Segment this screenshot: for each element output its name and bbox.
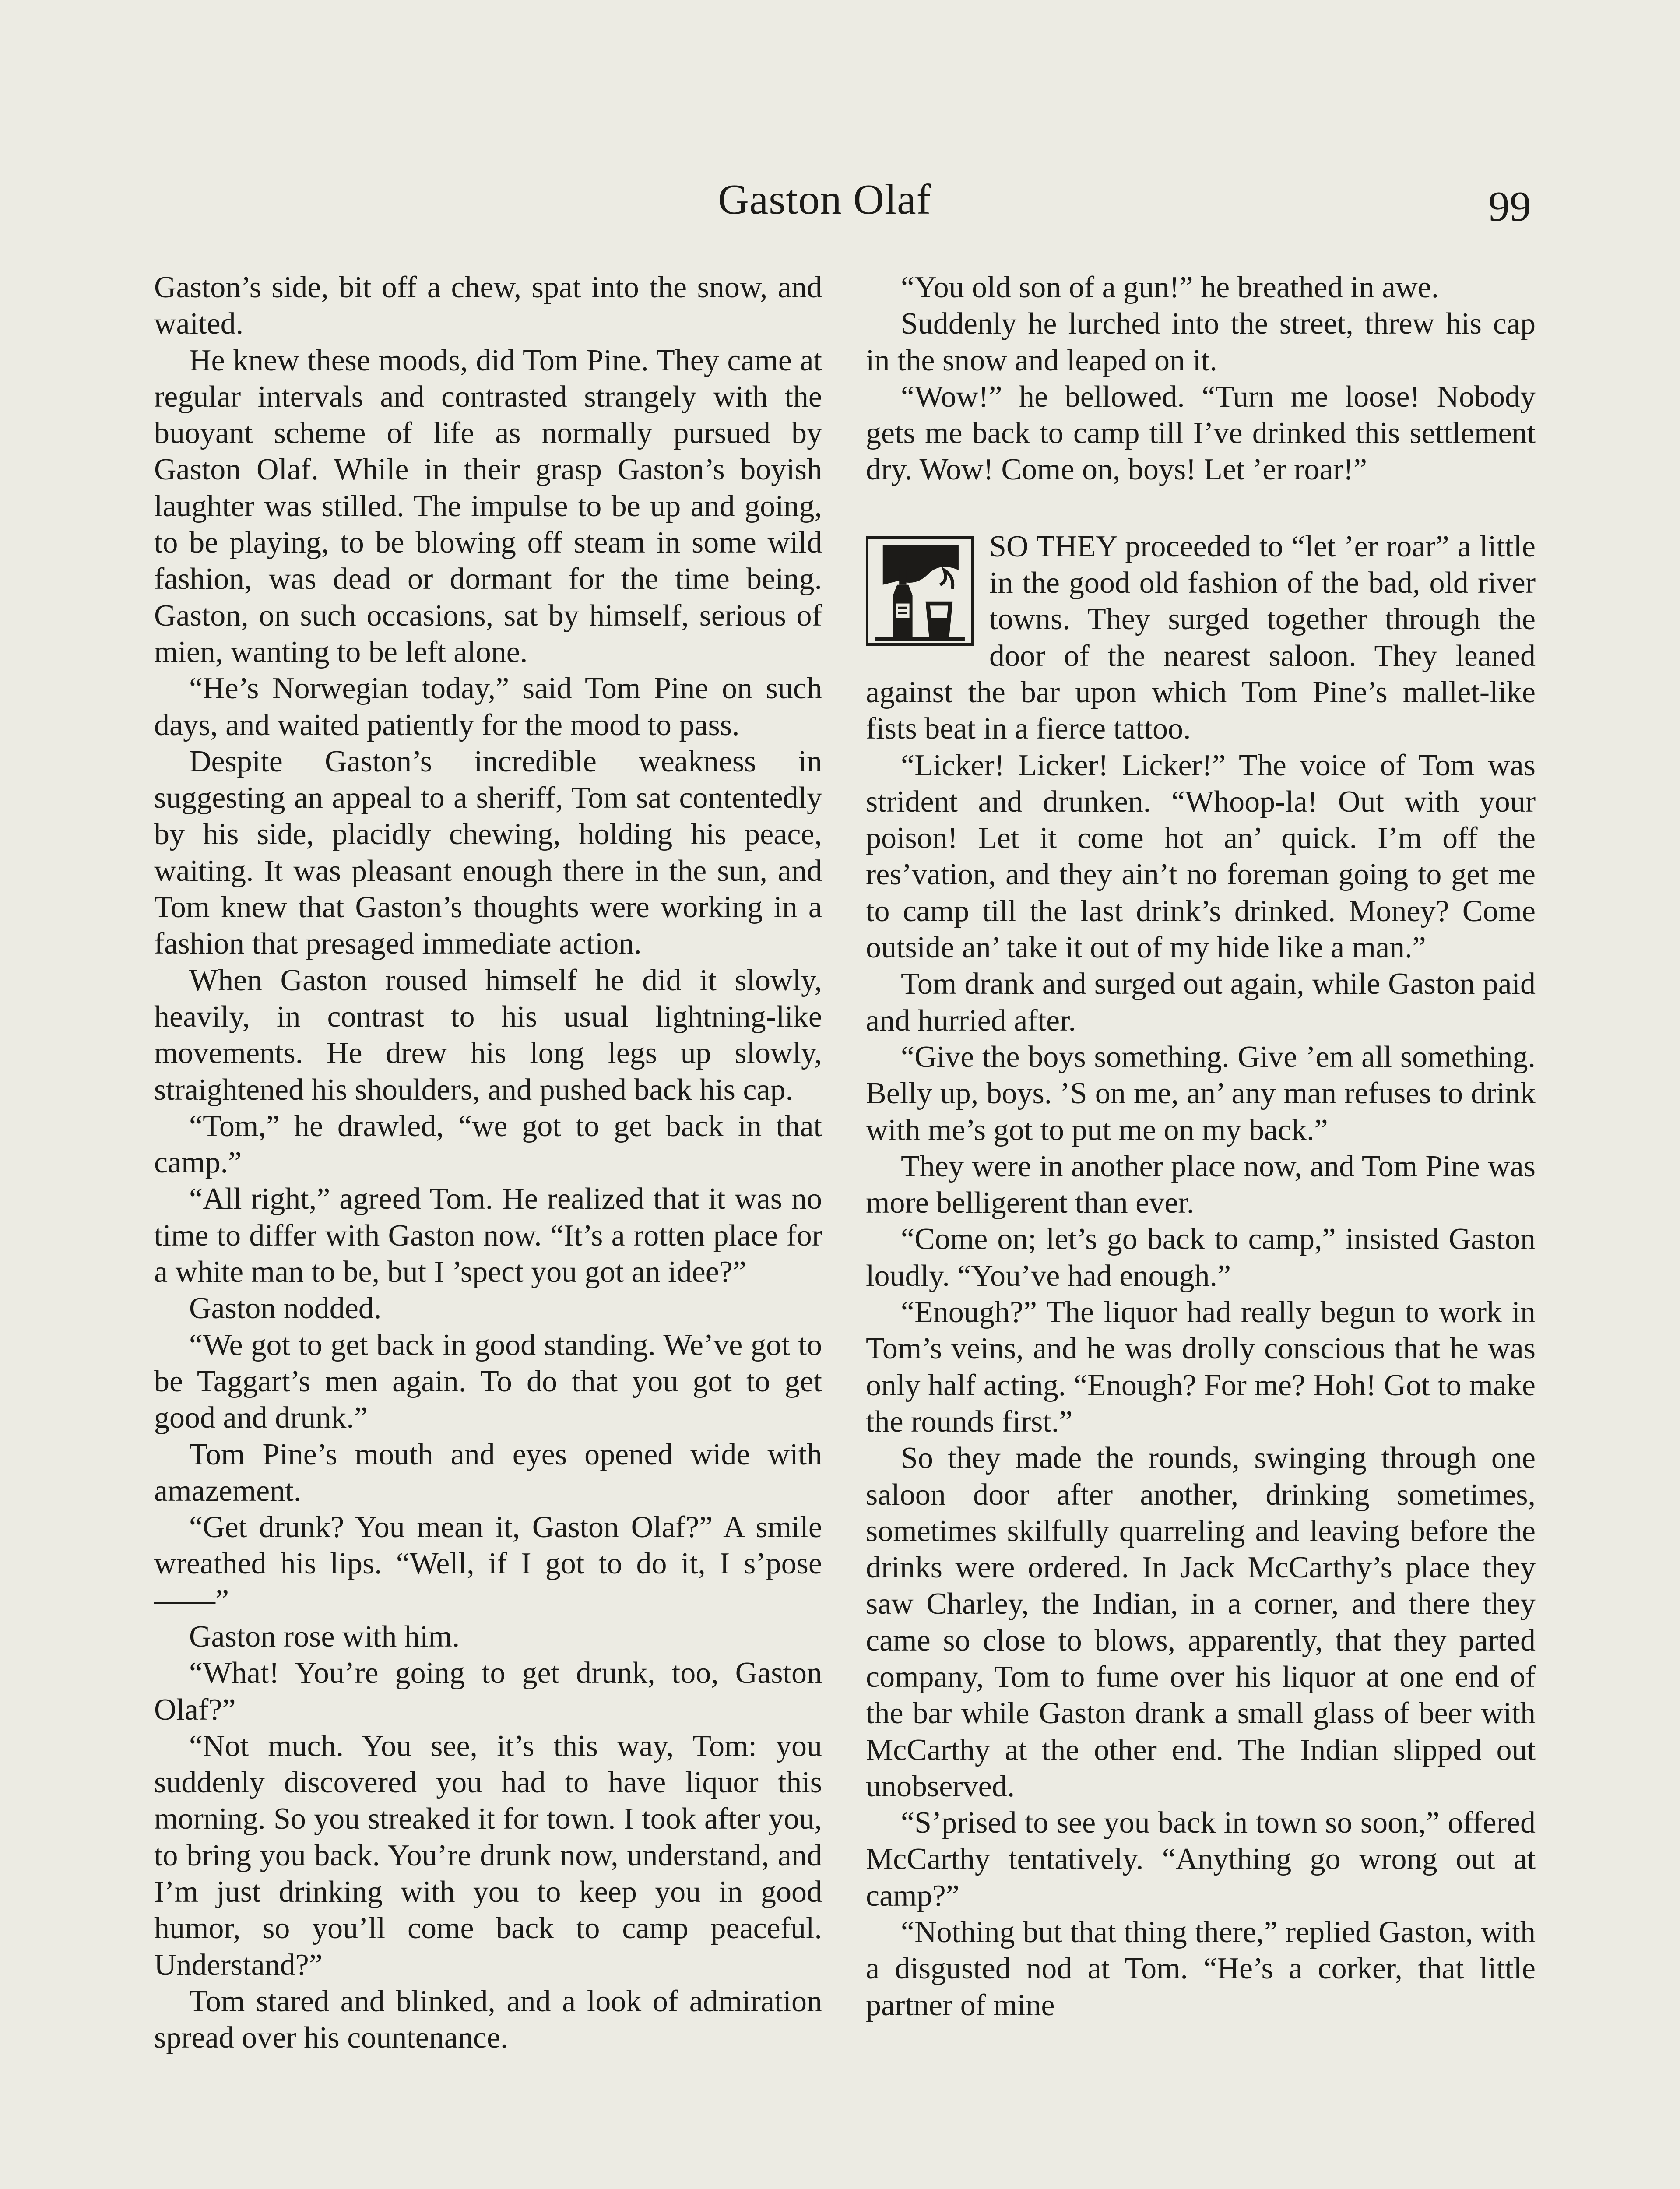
paragraph: When Gaston roused himself he did it slowly, heavily, in contrast to his usual lightning-like movements. He drew his long legs up slowly, straightened his shoulders, and pushed back his cap. — [154, 963, 822, 1107]
paragraph: “We got to get back in good standing. We’ve got to be Taggart’s men again. To do that you got to get good and drunk.” — [154, 1328, 822, 1435]
paragraph: Gaston nodded. — [189, 1292, 382, 1326]
paragraph: “Give the boys something. Give ’em all something. Belly up, boys. ’S on me, an’ any man refuses to drink with me’s got to put me on my back.” — [866, 1040, 1536, 1147]
paragraph: “Not much. You see, it’s this way, Tom: you suddenly discovered you had to have liquor this morning. So you streaked it for town. I took after you, to bring you back. You’re drunk now, understand, and I’m just drinking with you to keep you in good humor, so you’ll come back to camp peaceful. Understand?” — [154, 1729, 822, 1982]
paragraph: “Licker! Licker! Licker!” The voice of Tom was strident and drunken. “Whoop-la! Out with your poison! Let it come hot an’ quick. I’m off the res’vation, and they ain’t no foreman going to get me to camp till the last drink’s drinked. Money? Come outside an’ take it out of my hide like a man.” — [866, 748, 1536, 965]
paragraph: “Enough?” The liquor had really begun to work in Tom’s veins, and he was drolly conscious that he was only half acting. “Enough? For me? Hoh! Got to make the rounds first.” — [866, 1295, 1536, 1439]
section-opening-paragraph: SO THEY proceeded to “let ’er roar” a little in the good old fashion of the bad, old river towns. They surged together through the door of the nearest saloon. They leaned against the bar upon which Tom Pine’s mallet-like fists beat in a fierce tattoo. — [866, 529, 1536, 746]
paragraph: They were in another place now, and Tom Pine was more belligerent than ever. — [866, 1149, 1536, 1220]
paragraph: Gaston rose with him. — [189, 1619, 460, 1654]
paragraph: Tom Pine’s mouth and eyes opened wide with amazement. — [154, 1437, 822, 1508]
paragraph: Despite Gaston’s incredible weakness in suggesting an appeal to a sheriff, Tom sat contentedly by his side, placidly chewing, holding his peace, waiting. It was pleasant enough there in the sun, and Tom knew that Gaston’s thoughts were working in a fashion that presaged immediate action. — [154, 744, 822, 961]
paragraph: “Wow!” he bellowed. “Turn me loose! Nobody gets me back to camp till I’ve drinked this settlement dry. Wow! Come on, boys! Let ’er roar!” — [866, 380, 1536, 487]
paragraph: “He’s Norwegian today,” said Tom Pine on such days, and waited patiently for the mood to pass. — [154, 672, 822, 742]
paragraph: “You old son of a gun!” he breathed in awe. — [901, 271, 1439, 304]
paragraph: Gaston’s side, bit off a chew, spat into the snow, and waited. — [154, 271, 822, 341]
page-number: 99 — [1488, 183, 1531, 230]
paragraph: “S’prised to see you back in town so soon,” offered McCarthy tentatively. “Anything go wrong out at camp?” — [866, 1806, 1536, 1913]
left-column — [154, 269, 822, 2056]
paragraph: Tom stared and blinked, and a look of admiration spread over his countenance. — [154, 1984, 822, 2055]
paragraph: “All right,” agreed Tom. He realized that it was no time to differ with Gaston now. “It’s a rotten place for a white man to be, but I ’spect you got an idee?” — [154, 1182, 822, 1289]
paragraph: So they made the rounds, swinging through one saloon door after another, drinking sometimes, sometimes skilfully quarreling and leaving before the drinks were ordered. In Jack McCarthy’s place they saw Charley, the Indian, in a corner, and there they came so close to blows, apparently, that they parted company, Tom to fume over his liquor at one end of the bar while Gaston drank a small glass of beer with McCarthy at the other end. The Indian slipped out unobserved. — [866, 1441, 1536, 1803]
paragraph: “Nothing but that thing there,” replied Gaston, with a disgusted nod at Tom. “He’s a corker, that little partner of mine — [866, 1915, 1536, 2022]
paragraph: Suddenly he lurched into the street, threw his cap in the snow and leaped on it. — [866, 307, 1536, 377]
running-title: Gaston Olaf — [718, 176, 931, 223]
paragraph: “Get drunk? You mean it, Gaston Olaf?” A smile wreathed his lips. “Well, if I got to do it, I s’pose——” — [154, 1510, 822, 1617]
section-spacer — [866, 488, 1536, 528]
right-column — [866, 269, 1536, 2024]
paragraph: He knew these moods, did Tom Pine. They came at regular intervals and contrasted strangely with the buoyant scheme of life as normally pursued by Gaston Olaf. While in their grasp Gaston’s boyish laughter was stilled. The impulse to be up and going, to be playing, to be blowing off steam in some wild fashion, was dead or dormant for the time being. Gaston, on such occasions, sat by himself, serious of mien, wanting to be left alone. — [154, 343, 822, 669]
bottle-and-glass-icon — [866, 536, 974, 646]
paragraph: “What! You’re going to get drunk, too, Gaston Olaf?” — [154, 1656, 822, 1727]
paragraph: Tom drank and surged out again, while Gaston paid and hurried after. — [866, 967, 1536, 1038]
paragraph: “Come on; let’s go back to camp,” insisted Gaston loudly. “You’ve had enough.” — [866, 1222, 1536, 1293]
paragraph: “Tom,” he drawled, “we got to get back in that camp.” — [154, 1109, 822, 1180]
